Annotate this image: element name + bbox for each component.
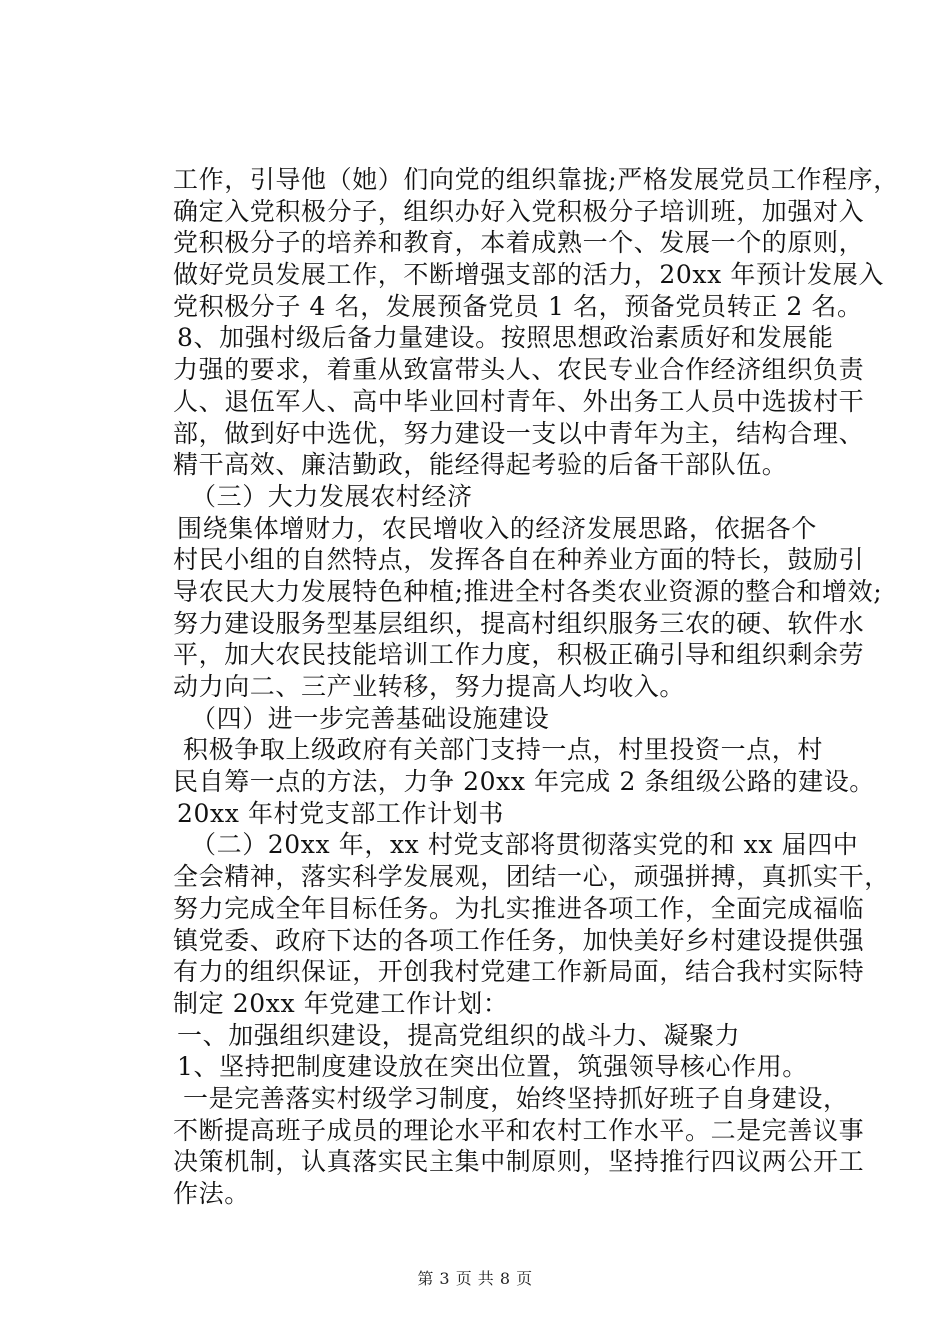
- body-line: 导农民大力发展特色种植;推进全村各类农业资源的整合和增效;: [173, 576, 883, 606]
- section-heading: （四）进一步完善基础设施建设: [191, 703, 550, 733]
- body-line: 村民小组的自然特点，发挥各自在种养业方面的特长，鼓励引: [173, 545, 865, 575]
- document-title: 20xx 年村党支部工作计划书: [177, 798, 504, 828]
- body-line: 民自筹一点的方法，力争 20xx 年完成 2 条组级公路的建设。: [173, 767, 875, 797]
- body-line: 镇党委、政府下达的各项工作任务，加快美好乡村建设提供强: [173, 925, 865, 955]
- body-line: 确定入党积极分子，组织办好入党积极分子培训班，加强对入: [173, 196, 865, 226]
- body-line: 作法。: [173, 1179, 250, 1208]
- body-line: 人、退伍军人、高中毕业回村青年、外出务工人员中选拔村干: [173, 386, 865, 416]
- body-line: 努力建设服务型基层组织，提高村组织服务三农的硬、软件水: [173, 608, 865, 638]
- body-line: 8、加强村级后备力量建设。按照思想政治素质好和发展能: [177, 323, 834, 353]
- body-line: 部，做到好中选优，努力建设一支以中青年为主，结构合理、: [173, 418, 865, 448]
- body-line: 1、坚持把制度建设放在突出位置，筑强领导核心作用。: [177, 1052, 808, 1082]
- body-line: 制定 20xx 年党建工作计划：: [173, 988, 509, 1018]
- page-number: 第 3 页 共 8 页: [417, 1269, 533, 1288]
- body-line: 决策机制，认真落实民主集中制原则，坚持推行四议两公开工: [173, 1147, 865, 1177]
- body-line: 党积极分子的培养和教育，本着成熟一个、发展一个的原则，: [173, 228, 865, 258]
- body-line: 工作，引导他（她）们向党的组织靠拢;严格发展党员工作程序，: [173, 165, 899, 194]
- body-line: 有力的组织保证，开创我村党建工作新局面，结合我村实际特: [173, 957, 865, 987]
- body-line: 努力完成全年目标任务。为扎实推进各项工作，全面完成福临: [173, 893, 865, 923]
- body-line: 积极争取上级政府有关部门支持一点，村里投资一点，村: [183, 735, 824, 765]
- body-line: 不断提高班子成员的理论水平和农村工作水平。二是完善议事: [173, 1115, 865, 1145]
- body-line: 平，加大农民技能培训工作力度，积极正确引导和组织剩余劳: [173, 640, 865, 670]
- section-heading: 一、加强组织建设，提高党组织的战斗力、凝聚力: [177, 1020, 741, 1050]
- body-line: 一是完善落实村级学习制度，始终坚持抓好班子自身建设，: [183, 1083, 849, 1113]
- body-line: 围绕集体增财力，农民增收入的经济发展思路，依据各个: [177, 513, 818, 543]
- body-line: （二）20xx 年，xx 村党支部将贯彻落实党的和 xx 届四中: [191, 830, 859, 860]
- body-line: 党积极分子 4 名，发展预备党员 1 名，预备党员转正 2 名。: [173, 291, 863, 321]
- body-line: 精干高效、廉洁勤政，能经得起考验的后备干部队伍。: [173, 450, 788, 480]
- body-line: 力强的要求，着重从致富带头人、农民专业合作经济组织负责: [173, 355, 865, 385]
- body-line: 动力向二、三产业转移，努力提高人均收入。: [173, 672, 686, 701]
- body-text: [173, 164, 899, 1210]
- body-line: 全会精神，落实科学发展观，团结一心，顽强拼搏，真抓实干，: [173, 862, 890, 892]
- section-heading: （三）大力发展农村经济: [191, 481, 473, 511]
- body-line: 做好党员发展工作，不断增强支部的活力，20xx 年预计发展入: [173, 260, 884, 290]
